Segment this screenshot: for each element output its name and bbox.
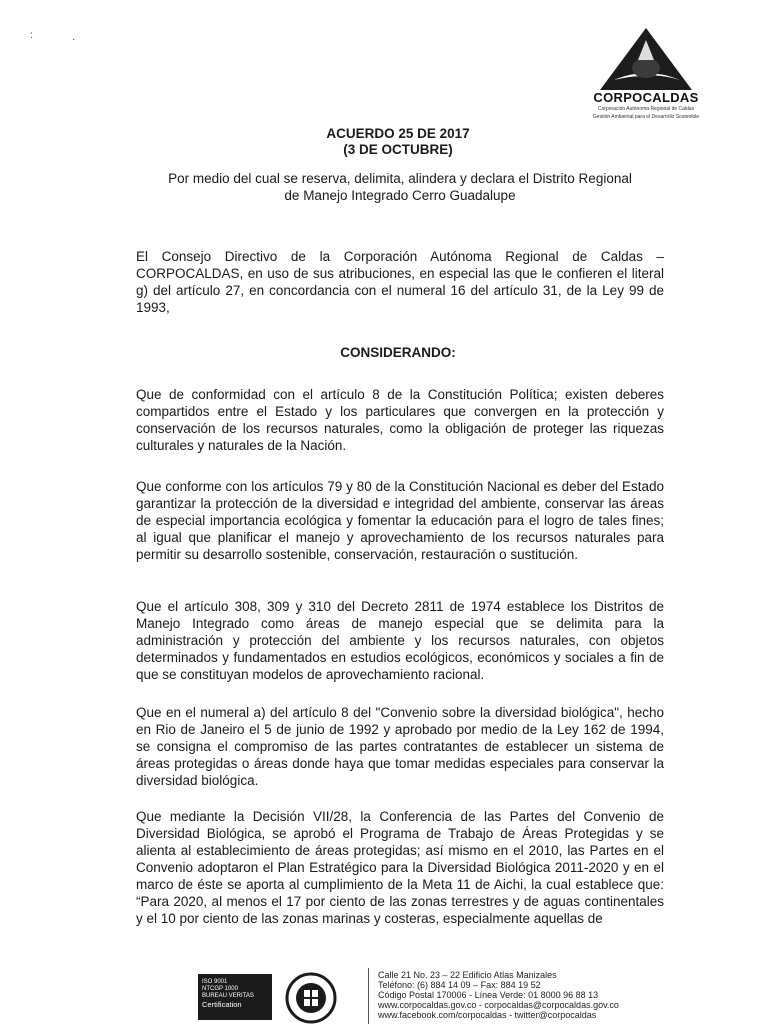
- logo-triangle-icon: [598, 26, 694, 92]
- document-subtitle-line2: de Manejo Integrado Cerro Guadalupe: [284, 188, 516, 203]
- considerando-paragraph: Que en el numeral a) del artículo 8 del "Convenio sobre la diversidad biológica", hecho en Rio de Janeiro el 5 de junio de 1992 y aprobado por medio de la Ley 162 de 1994, se consigna el compromiso de las partes contratantes de establecer un sistema de áreas protegidas o áreas donde haya que tomar medidas especiales para conservar la diversidad biológica.: [136, 705, 664, 788]
- footer-address: Calle 21 No. 23 – 22 Edificio Atlas Manizales: [378, 970, 557, 980]
- document-date: (3 DE OCTUBRE): [343, 142, 453, 157]
- footer-phone: Teléfono: (6) 884 14 09 – Fax: 884 19 52: [378, 980, 541, 990]
- bureau-veritas-seal-icon: [276, 972, 346, 1024]
- logo-tagline: Gestión Ambiental para el Desarrollo Sostenible: [592, 114, 700, 120]
- considerando-paragraph: Que mediante la Decisión VII/28, la Conferencia de las Partes del Convenio de Diversidad Biológica, se aprobó el Programa de Trabajo de Áreas Protegidas y se alienta al establecimiento de áreas protegidas; así mismo en el 2010, las Partes en el Convenio adoptaron el Plan Estratégico para la Diversidad Biológica 2011-2020 y en el marco de éste se aporta al cumplimiento de la Meta 11 de Aichi, la cual establece que: “Para 2020, al menos el 17 por ciento de las zonas terrestres y de aguas continentales y el 10 por ciento de las zonas marinas y costeras, especialmente aquellas de: [136, 809, 664, 926]
- logo-subtitle: Corporación Autónoma Regional de Caldas: [597, 106, 695, 112]
- corpocaldas-logo: [584, 26, 708, 124]
- scan-speck: ·: [72, 34, 76, 45]
- document-subtitle-line1: Por medio del cual se reserva, delimita, alindera y declara el Distrito Regional: [168, 171, 632, 186]
- scan-speck: :: [30, 30, 33, 41]
- footer-social-link[interactable]: www.facebook.com/corpocaldas - twitter@corpocaldas: [378, 1010, 597, 1020]
- footer-contact: [378, 970, 668, 1020]
- document-title: ACUERDO 25 DE 2017: [326, 126, 470, 141]
- footer-divider: [368, 968, 369, 1024]
- section-heading: CONSIDERANDO:: [340, 345, 456, 360]
- footer-postal: Código Postal 170006 - Línea Verde: 01 8000 96 88 13: [378, 990, 599, 1000]
- badge-ntcgp: NTCGP 1000: [202, 986, 238, 992]
- footer-web-link[interactable]: www.corpocaldas.gov.co - corpocaldas@corpocaldas.gov.co: [378, 1000, 619, 1010]
- logo-name: CORPOCALDAS: [593, 90, 699, 105]
- badge-certification: Certification: [202, 1000, 242, 1009]
- badge-iso: ISO 9001: [202, 979, 228, 985]
- badge-bureau: BUREAU VERITAS: [202, 993, 254, 999]
- considerando-paragraph: Que el artículo 308, 309 y 310 del Decreto 2811 de 1974 establece los Distritos de Manejo Integrado como áreas de manejo especial que se delimita para la administración y protección del ambiente y los recursos naturales, con objetos determinados y fundamentados en estudios ecológicos, económicos y sociales a fin de que se constituyan modelos de aprovechamiento racional.: [136, 599, 664, 682]
- considerando-paragraph: Que de conformidad con el artículo 8 de la Constitución Política; existen deberes compartidos entre el Estado y los particulares que convergen en la protección y conservación de los recursos naturales, como la obligación de proteger las riquezas culturales y naturales de la Nación.: [136, 387, 664, 453]
- preamble-paragraph: El Consejo Directivo de la Corporación Autónoma Regional de Caldas – CORPOCALDAS, en uso de sus atribuciones, en especial las que le confieren el literal g) del artículo 27, en concordancia con el numeral 16 del artículo 31, de la Ley 99 de 1993,: [136, 249, 664, 315]
- considerando-paragraph: Que conforme con los artículos 79 y 80 de la Constitución Nacional es deber del Estado garantizar la protección de la diversidad e integridad del ambiente, conservar las áreas de especial importancia ecológica y fomentar la educación para el logro de tales fines; al igual que planificar el manejo y aprovechamiento de los recursos naturales para permitir su desarrollo sostenible, conservación, restauración o sustitución.: [136, 479, 664, 562]
- iso-certification-badge: [198, 974, 272, 1020]
